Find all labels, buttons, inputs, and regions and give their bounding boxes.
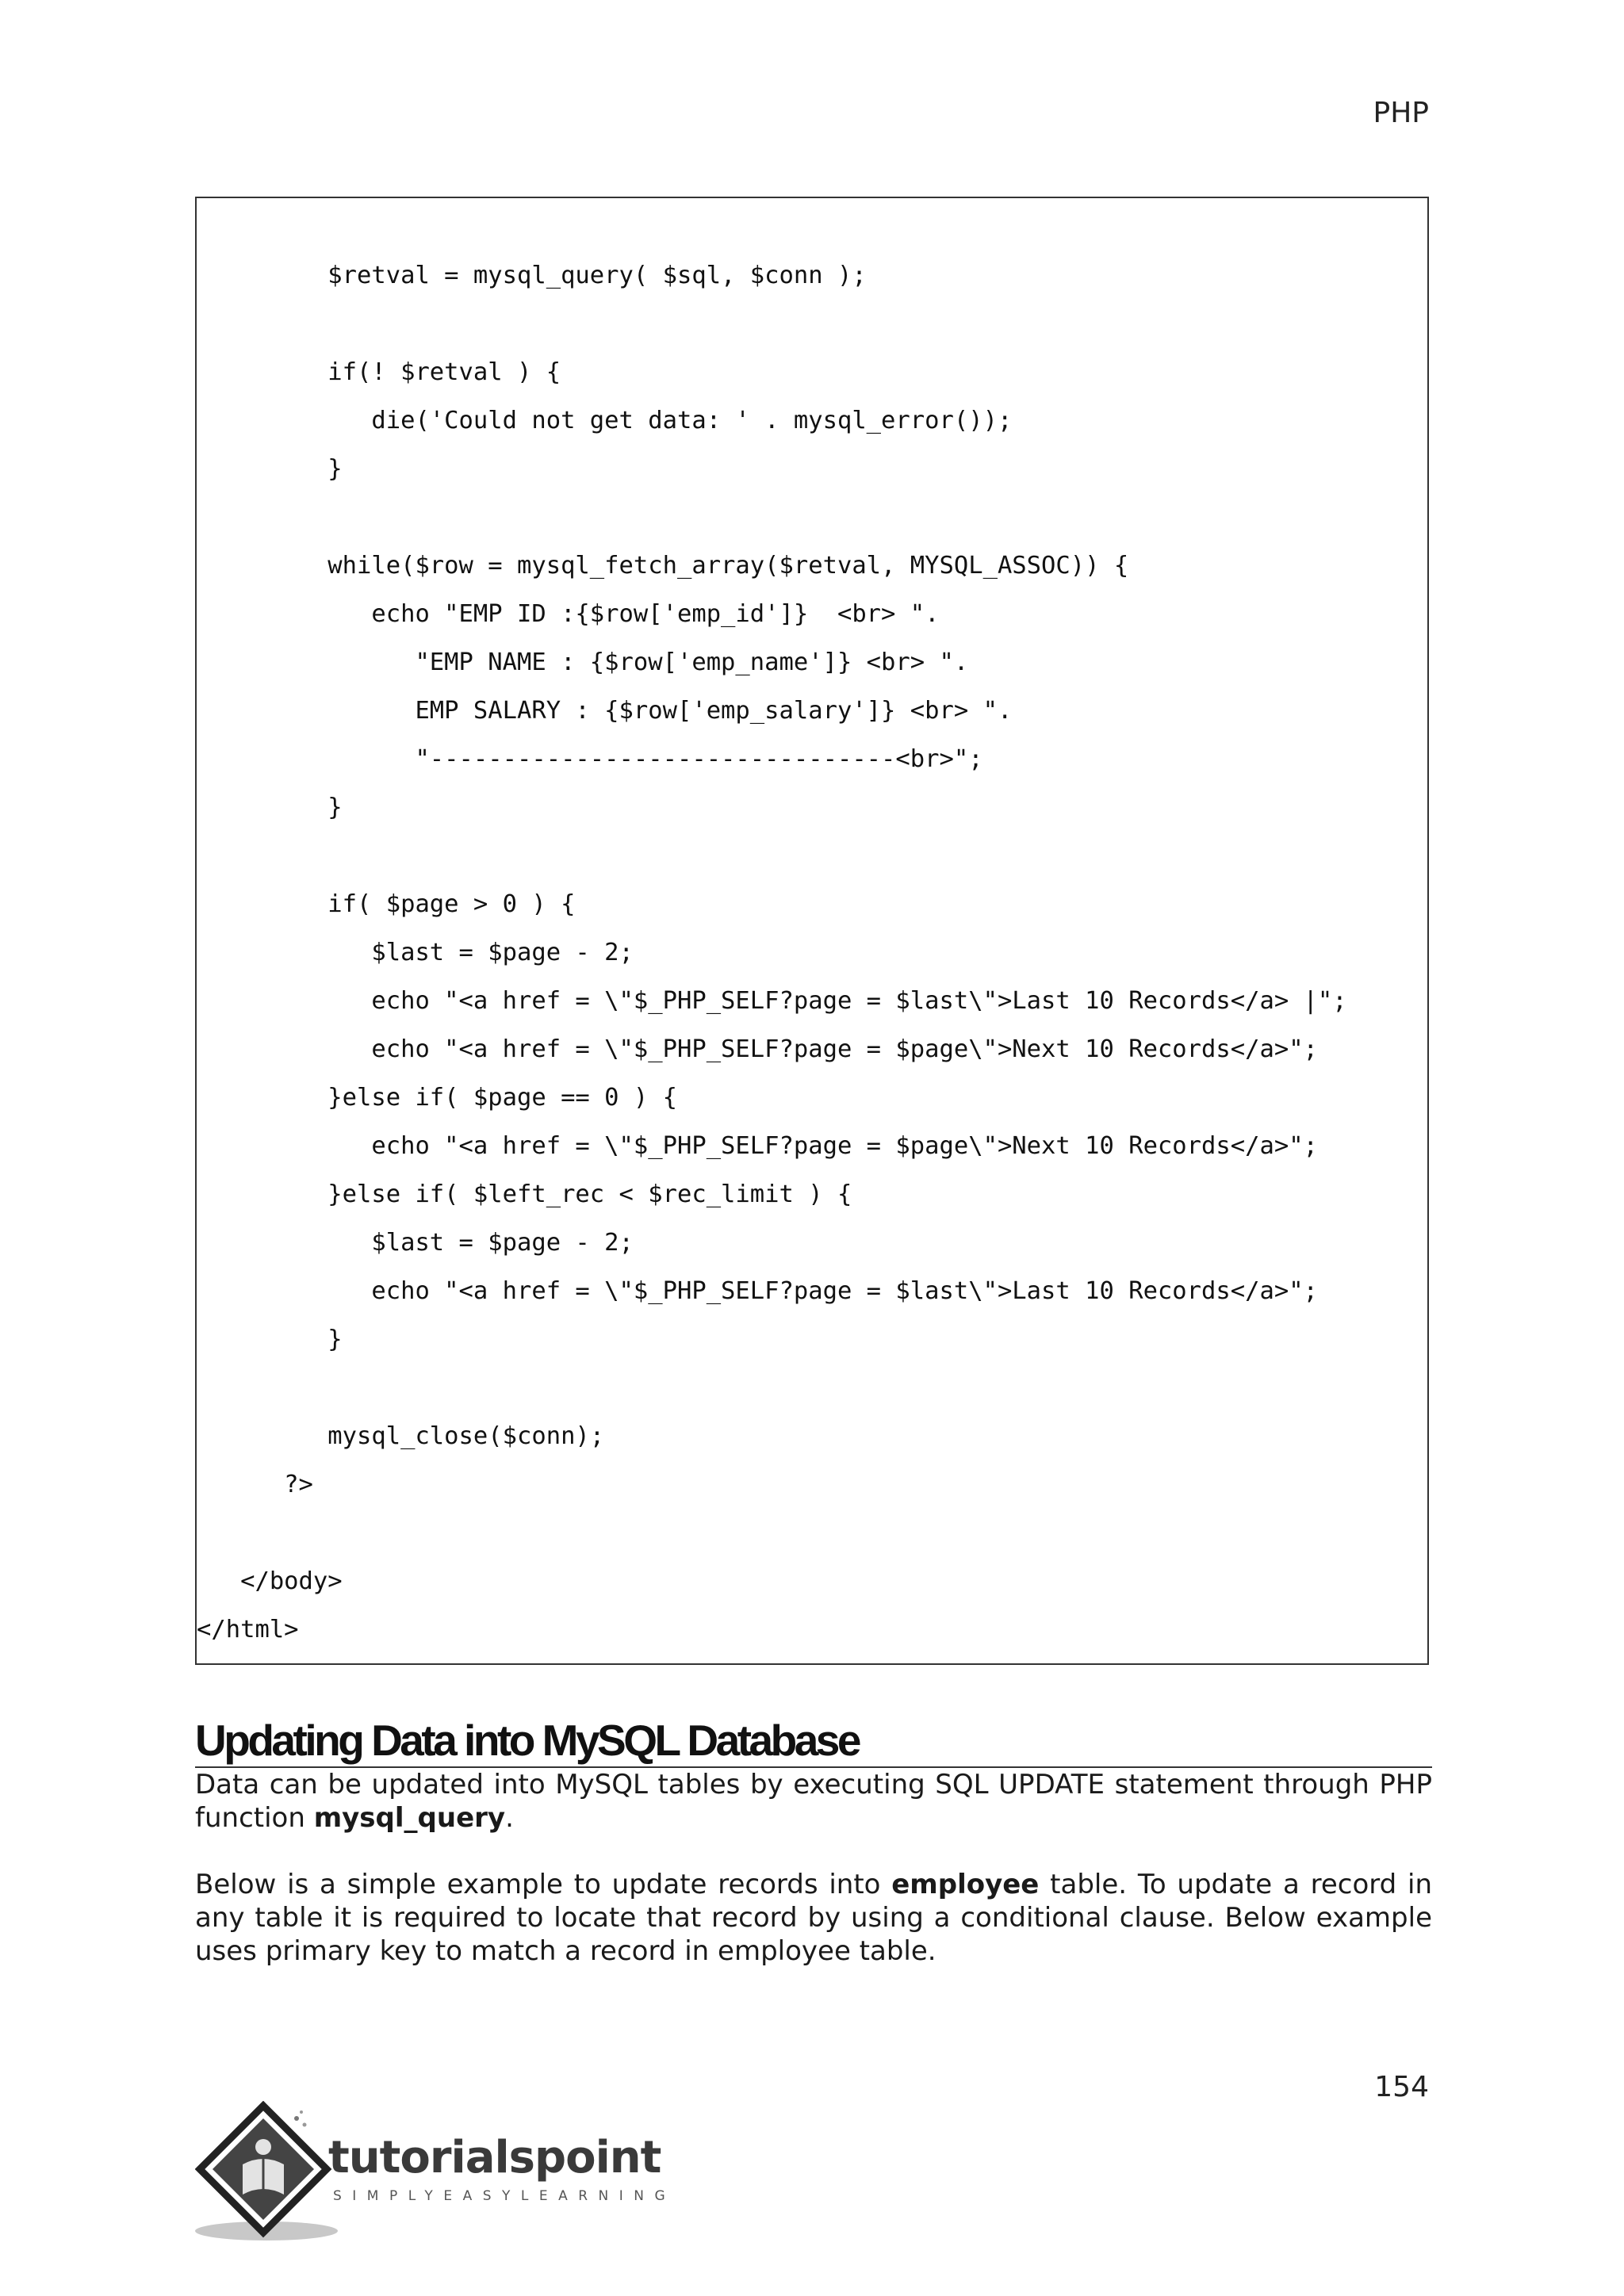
function-name: mysql_query bbox=[313, 1802, 506, 1834]
paragraph-example bbox=[195, 1868, 1432, 1968]
code-line: }else if( $left_rec < $rec_limit ) { bbox=[197, 1181, 852, 1208]
code-line: die('Could not get data: ' . mysql_error()); bbox=[197, 407, 1013, 434]
code-line: $retval = mysql_query( $sql, $conn ); bbox=[197, 262, 867, 289]
code-line: EMP SALARY : {$row['emp_salary']} <br> ". bbox=[197, 697, 1013, 725]
code-line: "--------------------------------<br>"; bbox=[197, 745, 983, 773]
paragraph-text: Below is a simple example to update records into bbox=[195, 1869, 892, 1900]
code-line: if(! $retval ) { bbox=[197, 358, 561, 386]
code-line: while($row = mysql_fetch_array($retval, MYSQL_ASSOC)) { bbox=[197, 552, 1129, 580]
logo-tagline: SIMPLYEASYLEARNING bbox=[333, 2188, 676, 2204]
code-line: "EMP NAME : {$row['emp_name']} <br> ". bbox=[197, 649, 969, 676]
code-line: } bbox=[197, 1326, 343, 1353]
code-line: ?> bbox=[197, 1471, 313, 1498]
logo-wordmark: tutorialspoint bbox=[328, 2132, 661, 2183]
paragraph-intro bbox=[195, 1768, 1432, 1835]
section-heading: Updating Data into MySQL Database bbox=[195, 1712, 1432, 1768]
code-listing bbox=[195, 197, 1429, 1665]
page-number: 154 bbox=[1374, 2071, 1429, 2103]
paragraph-text: . bbox=[505, 1802, 514, 1834]
paragraph-text: table. To update a record in any table it is required to locate that record by using a conditional clause. Below example uses primary key to match a record in employee table. bbox=[195, 1869, 1432, 1967]
code-line: if( $page > 0 ) { bbox=[197, 890, 576, 918]
code-line: $last = $page - 2; bbox=[197, 1229, 634, 1257]
tutorialspoint-logo bbox=[195, 2101, 676, 2244]
code-line: $last = $page - 2; bbox=[197, 939, 634, 966]
code-line: echo "<a href = \"$_PHP_SELF?page = $page\">Next 10 Records</a>"; bbox=[197, 1132, 1318, 1160]
code-line: echo "<a href = \"$_PHP_SELF?page = $last\">Last 10 Records</a>"; bbox=[197, 1277, 1318, 1305]
code-line: </body> bbox=[197, 1567, 343, 1595]
code-line: </html> bbox=[197, 1616, 299, 1644]
code-line: echo "EMP ID :{$row['emp_id']} <br> ". bbox=[197, 600, 940, 628]
table-name: employee bbox=[891, 1869, 1040, 1900]
code-line: mysql_close($conn); bbox=[197, 1422, 605, 1450]
code-line: }else if( $page == 0 ) { bbox=[197, 1084, 677, 1112]
code-line: } bbox=[197, 455, 343, 483]
running-header: PHP bbox=[1373, 97, 1429, 129]
paragraph-text: Data can be updated into MySQL tables by executing SQL UPDATE statement through PHP function bbox=[195, 1769, 1432, 1834]
code-line: } bbox=[197, 794, 343, 821]
code-line: echo "<a href = \"$_PHP_SELF?page = $last\">Last 10 Records</a> |"; bbox=[197, 987, 1347, 1015]
code-line: echo "<a href = \"$_PHP_SELF?page = $page\">Next 10 Records</a>"; bbox=[197, 1035, 1318, 1063]
